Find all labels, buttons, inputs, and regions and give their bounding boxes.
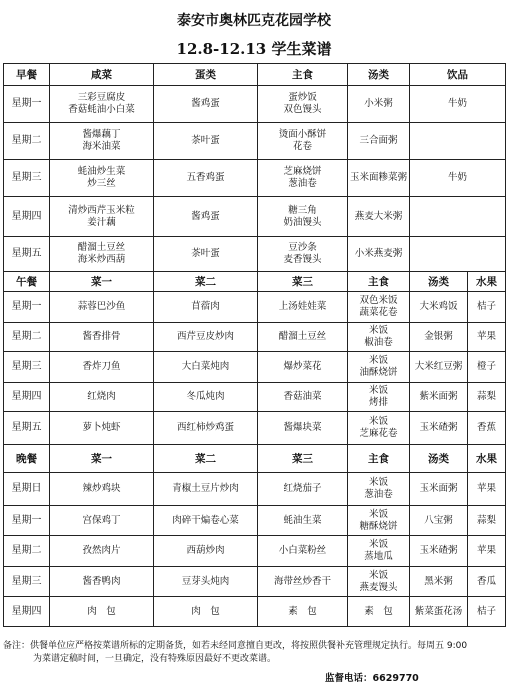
dinner-header-cell: 晚餐 [4, 445, 50, 473]
note-line-2: 为菜谱定稿时间，一旦确定，没有特殊原因最好不更改菜谱。 [33, 654, 277, 664]
breakfast-row [4, 237, 506, 272]
dish-cell: 萝卜炖虾 [50, 412, 154, 445]
dish-cell: 豆沙条 麦香馒头 [258, 237, 348, 272]
dinner-header-cell: 主食 [348, 445, 410, 473]
dinner-row [4, 473, 506, 506]
dish-cell: 冬瓜炖肉 [154, 383, 258, 412]
dinner-row [4, 597, 506, 627]
dish-cell: 青椒土豆片炒肉 [154, 473, 258, 506]
dish-cell: 金银粥 [410, 323, 468, 352]
dish-cell: 清炒西芹玉米粒 姜汁藕 [50, 197, 154, 237]
dish-cell: 酱香排骨 [50, 323, 154, 352]
dish-cell: 肉 包 [50, 597, 154, 627]
dish-cell: 玉米面糁菜粥 [348, 160, 410, 197]
lunch-header-cell: 午餐 [4, 272, 50, 292]
dish-cell: 红烧肉 [50, 383, 154, 412]
day-cell: 星期一 [4, 86, 50, 123]
breakfast-header-cell: 汤类 [348, 64, 410, 86]
dish-cell: 酱鸡蛋 [154, 86, 258, 123]
lunch-header-cell: 菜二 [154, 272, 258, 292]
lunch-header-cell: 菜一 [50, 272, 154, 292]
dish-cell: 宫保鸡丁 [50, 506, 154, 536]
dish-cell: 红烧茄子 [258, 473, 348, 506]
menu-subtitle: 12.8-12.13 学生菜谱 [176, 40, 332, 58]
dinner-header-cell: 汤类 [410, 445, 468, 473]
dish-cell: 三合面粥 [348, 123, 410, 160]
lunch-row [4, 292, 506, 323]
phone-number: 6629770 [372, 673, 419, 684]
day-cell: 星期五 [4, 412, 50, 445]
dish-cell: 香瓜 [468, 567, 506, 597]
dish-cell: 八宝粥 [410, 506, 468, 536]
dish-cell: 孜然肉片 [50, 536, 154, 567]
dish-cell: 酱鸡蛋 [154, 197, 258, 237]
dish-cell: 米饭 糖酥烧饼 [348, 506, 410, 536]
dish-cell: 苹果 [468, 536, 506, 567]
lunch-row [4, 352, 506, 383]
dish-cell: 燕麦大米粥 [348, 197, 410, 237]
drink-cell: 牛奶 [410, 160, 506, 197]
dish-cell: 醋溜土豆丝 [258, 323, 348, 352]
dinner-header-cell: 菜一 [50, 445, 154, 473]
lunch-row [4, 323, 506, 352]
dish-cell: 西芹豆皮炒肉 [154, 323, 258, 352]
dish-cell: 芝麻烧饼 葱油卷 [258, 160, 348, 197]
day-cell: 星期二 [4, 536, 50, 567]
dish-cell: 素 包 [258, 597, 348, 627]
breakfast-header-row [4, 64, 506, 86]
dish-cell: 海带丝炒香干 [258, 567, 348, 597]
day-cell: 星期一 [4, 292, 50, 323]
dish-cell: 米饭 葱油卷 [348, 473, 410, 506]
dish-cell: 蚝油生菜 [258, 506, 348, 536]
dish-cell: 米饭 芝麻花卷 [348, 412, 410, 445]
dish-cell: 香蕉 [468, 412, 506, 445]
note-line-1: 备注：供餐单位应严格按菜谱所标的定期备货，如若未经同意擅自更改，将按照供餐补充管理规定执行。每周五 9:00 [3, 641, 468, 651]
lunch-header-cell: 水果 [468, 272, 506, 292]
dish-cell: 蛋炒饭 双色馒头 [258, 86, 348, 123]
day-cell: 星期三 [4, 567, 50, 597]
dinner-row [4, 567, 506, 597]
phone-label: 监督电话： [325, 673, 373, 684]
dish-cell: 辣炒鸡块 [50, 473, 154, 506]
breakfast-header-cell: 主食 [258, 64, 348, 86]
dish-cell: 肉碎干煸卷心菜 [154, 506, 258, 536]
dish-cell: 小白菜粉丝 [258, 536, 348, 567]
dish-cell: 酱爆块菜 [258, 412, 348, 445]
dish-cell: 西葫炒肉 [154, 536, 258, 567]
lunch-header-cell: 主食 [348, 272, 410, 292]
dinner-row [4, 536, 506, 567]
dish-cell: 肉 包 [154, 597, 258, 627]
lunch-header-cell: 菜三 [258, 272, 348, 292]
dish-cell: 玉米碴粥 [410, 412, 468, 445]
dinner-row [4, 506, 506, 536]
dish-cell: 米饭 燕麦馒头 [348, 567, 410, 597]
dish-cell: 黑米粥 [410, 567, 468, 597]
breakfast-row [4, 86, 506, 123]
dish-cell: 蒜蓉巴沙鱼 [50, 292, 154, 323]
drink-cell [410, 123, 506, 160]
day-cell: 星期四 [4, 197, 50, 237]
breakfast-header-cell: 早餐 [4, 64, 50, 86]
dish-cell: 蚝油炒生菜 炒三丝 [50, 160, 154, 197]
lunch-row [4, 383, 506, 412]
day-cell: 星期一 [4, 506, 50, 536]
lunch-header-row [4, 272, 506, 292]
dinner-header-cell: 菜二 [154, 445, 258, 473]
drink-cell [410, 237, 506, 272]
dish-cell: 酱香鸭肉 [50, 567, 154, 597]
breakfast-header-cell: 蛋类 [154, 64, 258, 86]
dish-cell: 玉米面粥 [410, 473, 468, 506]
day-cell: 星期日 [4, 473, 50, 506]
dish-cell: 桔子 [468, 597, 506, 627]
dish-cell: 紫菜蛋花汤 [410, 597, 468, 627]
dish-cell: 爆炒菜花 [258, 352, 348, 383]
dish-cell: 玉米碴粥 [410, 536, 468, 567]
dish-cell: 茶叶蛋 [154, 123, 258, 160]
day-cell: 星期四 [4, 383, 50, 412]
dish-cell: 香炸刀鱼 [50, 352, 154, 383]
day-cell: 星期二 [4, 123, 50, 160]
dish-cell: 紫米面粥 [410, 383, 468, 412]
dinner-header-cell: 菜三 [258, 445, 348, 473]
dish-cell: 上汤娃娃菜 [258, 292, 348, 323]
dish-cell: 大米红豆粥 [410, 352, 468, 383]
day-cell: 星期三 [4, 352, 50, 383]
footer-note [3, 640, 505, 666]
breakfast-header-cell: 咸菜 [50, 64, 154, 86]
dish-cell: 小米粥 [348, 86, 410, 123]
day-cell: 星期三 [4, 160, 50, 197]
dish-cell: 香菇油菜 [258, 383, 348, 412]
breakfast-row [4, 197, 506, 237]
breakfast-header-cell: 饮品 [410, 64, 506, 86]
dish-cell: 西红柿炒鸡蛋 [154, 412, 258, 445]
day-cell: 星期五 [4, 237, 50, 272]
dish-cell: 苜蓿肉 [154, 292, 258, 323]
dish-cell: 大米鸡饭 [410, 292, 468, 323]
dish-cell: 米饭 烤排 [348, 383, 410, 412]
dish-cell: 米饭 蒸地瓜 [348, 536, 410, 567]
dish-cell: 米饭 椒油卷 [348, 323, 410, 352]
dish-cell: 小米燕麦粥 [348, 237, 410, 272]
dish-cell: 米饭 油酥烧饼 [348, 352, 410, 383]
supervision-phone [325, 670, 419, 684]
dish-cell: 大白菜炖肉 [154, 352, 258, 383]
dish-cell: 苹果 [468, 323, 506, 352]
dish-cell: 素 包 [348, 597, 410, 627]
school-title: 泰安市奥林匹克花园学校 [177, 13, 331, 29]
drink-cell: 牛奶 [410, 86, 506, 123]
dish-cell: 烫面小酥饼 花卷 [258, 123, 348, 160]
dish-cell: 豆芽头炖肉 [154, 567, 258, 597]
dinner-header-cell: 水果 [468, 445, 506, 473]
dinner-header-row [4, 445, 506, 473]
dish-cell: 蒜梨 [468, 383, 506, 412]
dish-cell: 苹果 [468, 473, 506, 506]
day-cell: 星期四 [4, 597, 50, 627]
dish-cell: 茶叶蛋 [154, 237, 258, 272]
dish-cell: 橙子 [468, 352, 506, 383]
lunch-row [4, 412, 506, 445]
dish-cell: 桔子 [468, 292, 506, 323]
dish-cell: 蒜梨 [468, 506, 506, 536]
day-cell: 星期二 [4, 323, 50, 352]
dish-cell: 醋溜土豆丝 海米炒西葫 [50, 237, 154, 272]
breakfast-row [4, 123, 506, 160]
dish-cell: 酱爆藕丁 海米油菜 [50, 123, 154, 160]
dish-cell: 三彩豆腐皮 香菇蚝油小白菜 [50, 86, 154, 123]
menu-table [3, 63, 506, 627]
drink-cell [410, 197, 506, 237]
breakfast-row [4, 160, 506, 197]
dish-cell: 糖三角 奶油馒头 [258, 197, 348, 237]
dish-cell: 五香鸡蛋 [154, 160, 258, 197]
dish-cell: 双色米饭 蔬菜花卷 [348, 292, 410, 323]
lunch-header-cell: 汤类 [410, 272, 468, 292]
